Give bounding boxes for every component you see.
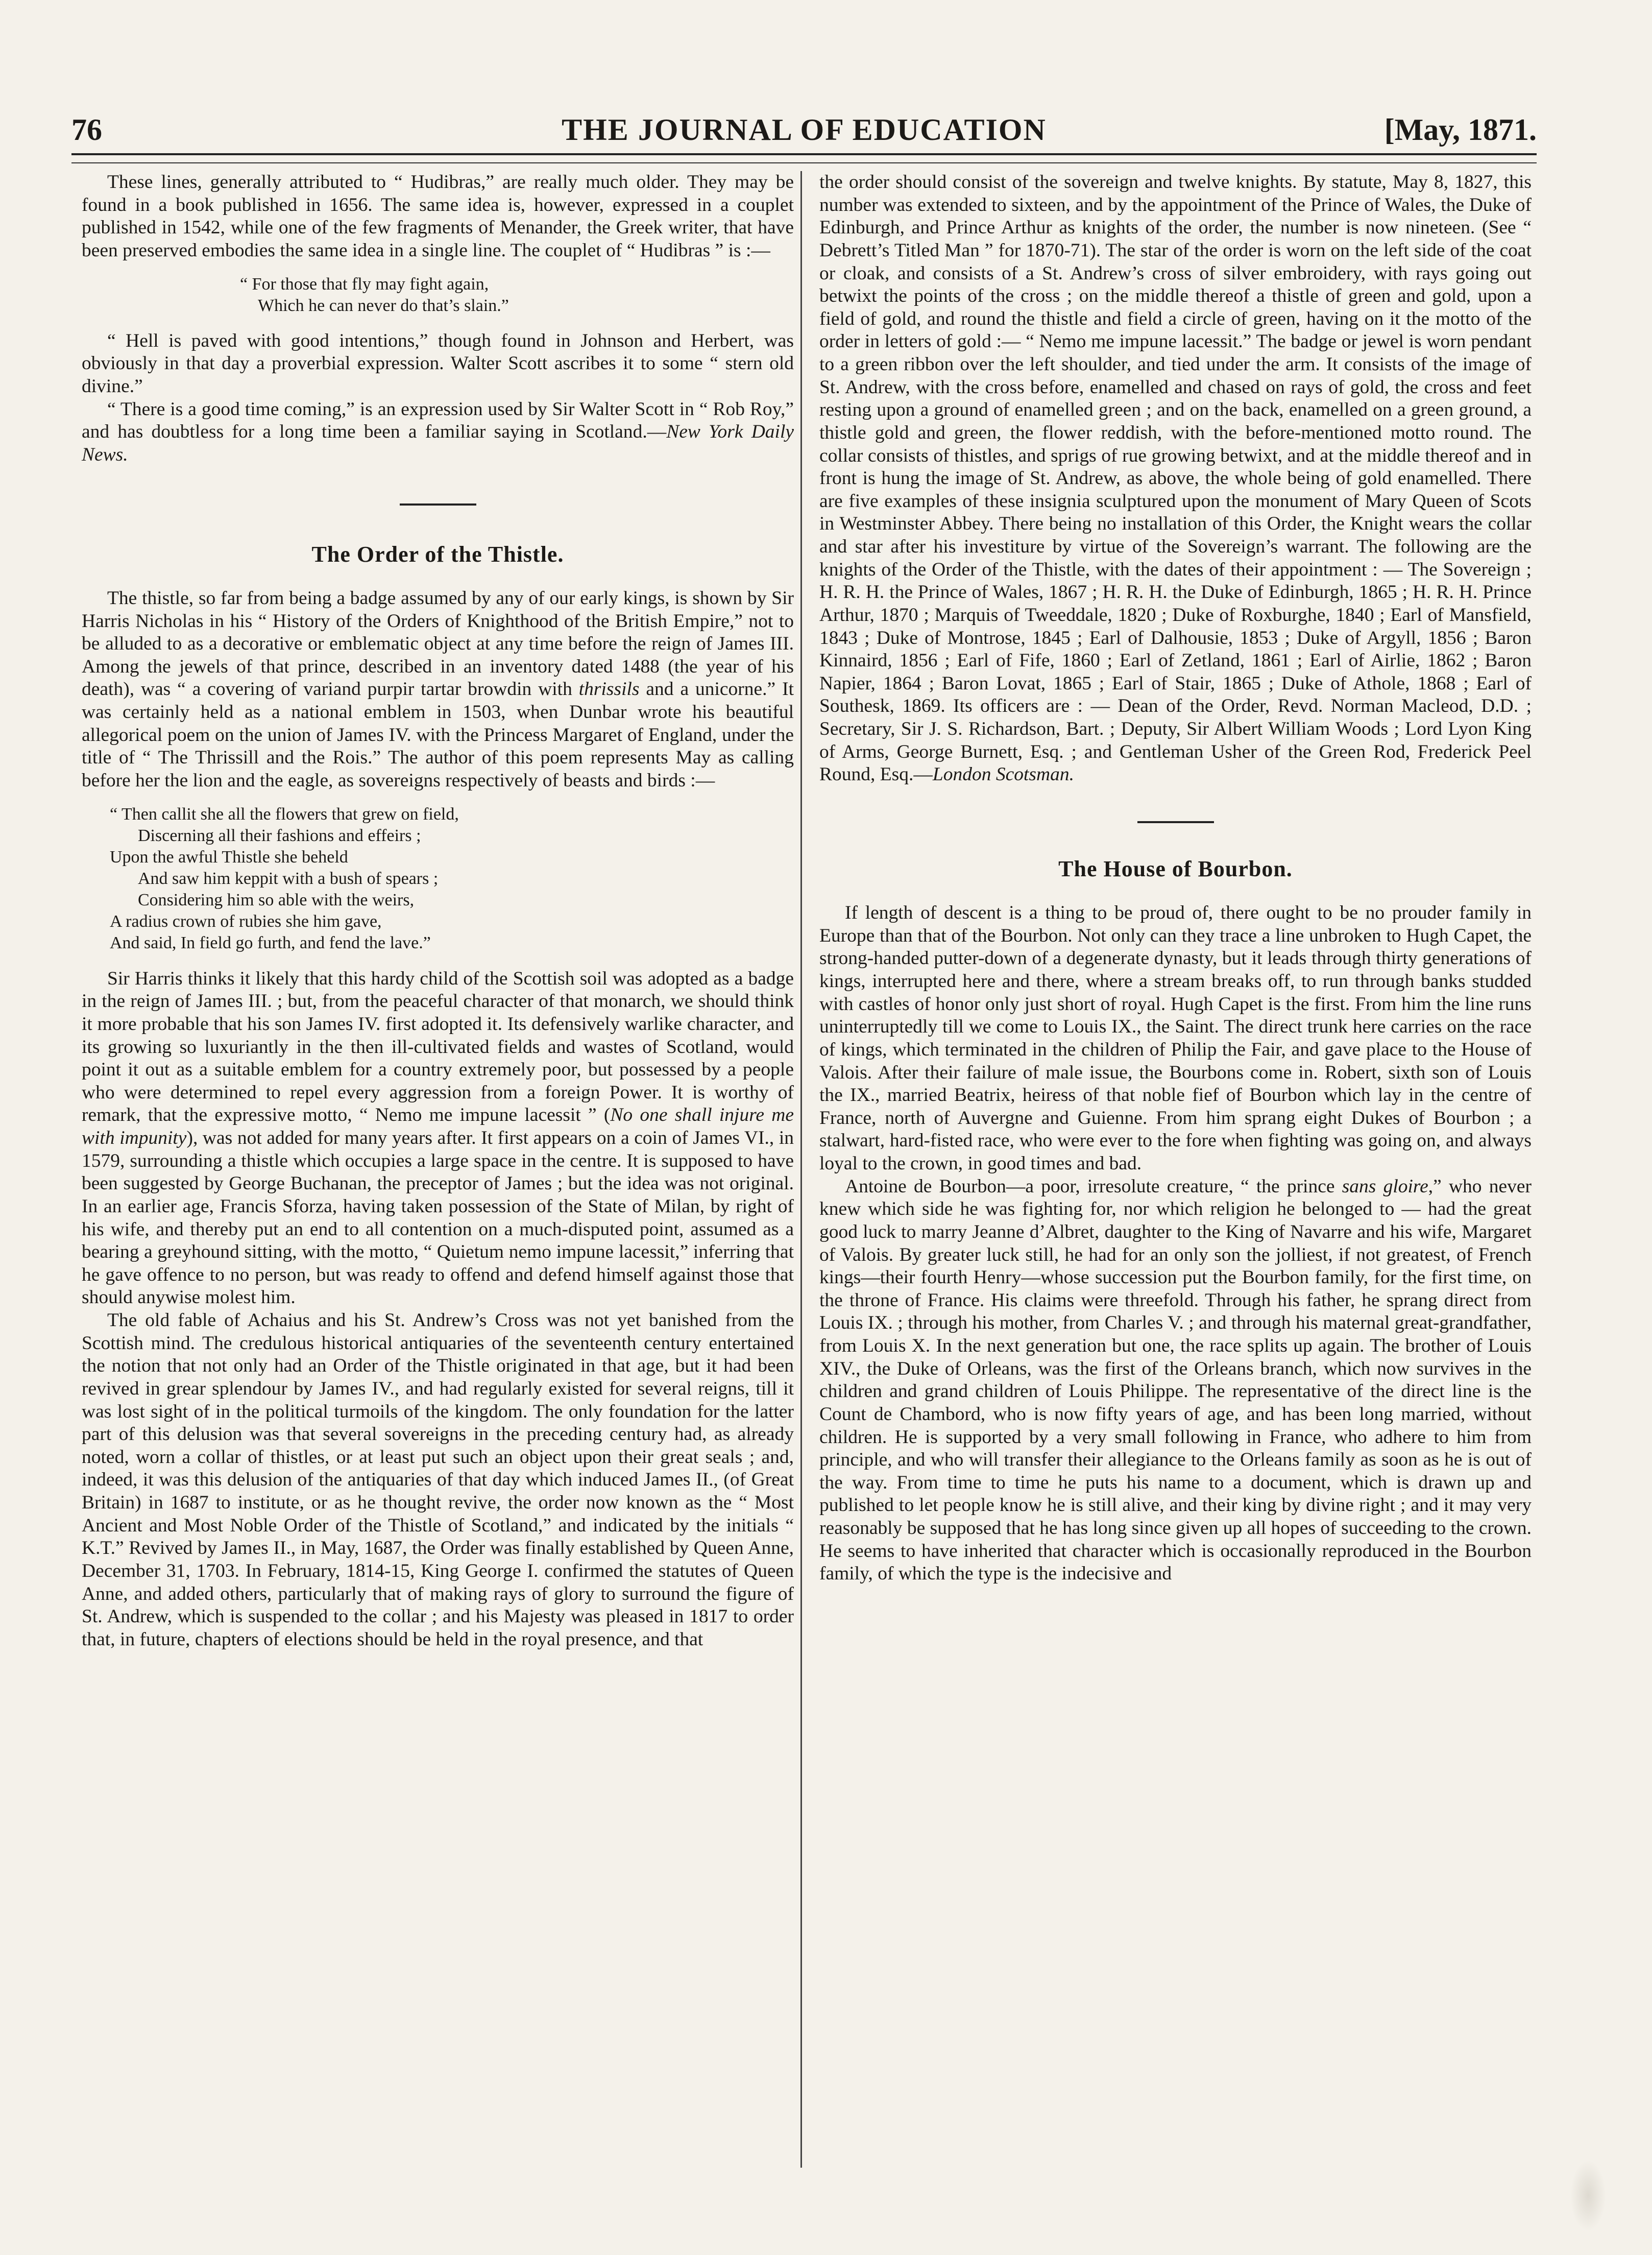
poem-line: Considering him so able with the weirs, [138, 891, 415, 910]
paragraph-text: ), was not added for many years after. It first appears on a coin of James VI., in 1579, surrounding a thistle which occupies a large space in the centre. It is supposed to have been suggested by George Buchanan, the preceptor of James ; but the idea was not original. In an earlier age, Francis Sforza, having taken possession of the State of Milan, by right of his wife, and thereby put an end to all contention on a much-disputed point, assumed as a bearing a greyhound sitting, with the motto, “ Quietum nemo impune lacessit,” inferring that he gave offence to no person, but was ready to offend and defend himself against those that should anywise molest him. [82, 1128, 794, 1308]
paragraph-text: Antoine de Bourbon—a poor, irresolute creature, “ the prince [845, 1176, 1342, 1197]
intro-paragraph-3 [82, 398, 794, 467]
italic-word: thrissils [578, 679, 640, 700]
issue-date: [May, 1871. [1384, 113, 1537, 147]
poem-line: And said, In field go furth, and fend the lave.” [110, 933, 431, 953]
thistle-paragraph-1 [82, 587, 794, 793]
intro-paragraph-2: “ Hell is paved with good intentions,” though found in Johnson and Herbert, was obviously in that day a proverbial expression. Walter Scott ascribes it to some “ stern old divine.” [82, 330, 794, 397]
column-divider [800, 171, 802, 2168]
header-rule-thick [71, 153, 1537, 155]
poem-line: Discerning all their fashions and effeirs ; [138, 826, 421, 845]
paragraph-text: the order should consist of the sovereign and twelve knights. By statute, May 8, 1827, this number was extended to sixteen, and by the appointment of the Prince of Wales, the Duke of Edinburgh, and Prince Arthur as knights of the order, the number is now nineteen. (See “ Debrett’s Titled Man ” for 1870-71). The star of the order is worn on the left side of the coat or cloak, and consists of a St. Andrew’s cross of silver embroidery, with rays going out betwixt the points of the cross ; on the middle thereof a thistle of green and gold, upon a field of gold, and round the thistle and field a circle of green, having on it the motto of the order in letters of gold :— “ Nemo me impune lacessit.” The badge or jewel is worn pendant to a green ribbon over the left shoulder, and tied under the arm. It consists of the image of St. Andrew, with the cross before, enamelled and chased on rays of gold, the cross and feet resting upon a ground of enamelled green ; and on the back, enamelled on a green ground, a thistle gold and green, the flower reddish, with the before-mentioned motto round. The collar consists of thistles, and sprigs of rue growing betwixt, and at the middle thereof and in front is hung the image of St. Andrew, as above, the whole being of gold enamelled. There are five examples of these insignia sculptured upon the monument of Mary Queen of Scots in Westminster Abbey. There being no installation of this Order, the Knight wears the collar and star after his investiture by virtue of the Sovereign’s warrant. The following are the knights of the Order of the Thistle, with the dates of their appointment : — The Sovereign ; H. R. H. the Prince of Wales, 1867 ; H. R. H. the Duke of Edinburgh, 1865 ; H. R. H. Prince Arthur, 1870 ; Marquis of Tweeddale, 1820 ; Duke of Roxburghe, 1840 ; Earl of Mansfield, 1843 ; Duke of Montrose, 1845 ; Earl of Dalhousie, 1853 ; Duke of Argyll, 1856 ; Baron Kinnaird, 1856 ; Earl of Fife, 1860 ; Earl of Zetland, 1861 ; Earl of Airlie, 1862 ; Baron Napier, 1864 ; Baron Lovat, 1865 ; Earl of Stair, 1865 ; Duke of Athole, 1868 ; Earl of Southesk, 1869. Its officers are : — Dean of the Order, Revd. Norman Macleod, D.D. ; Secretary, Sir J. S. Richardson, Bart. ; Deputy, Sir Albert William Woods ; Lord Lyon King of Arms, George Burnett, Esq. ; and Gentleman Usher of the Green Rod, Frederick Peel Round, Esq.— [819, 172, 1532, 785]
paragraph-text: “ There is a good time coming,” is an expression used by Sir Walter Scott in “ Rob Roy,” and has doubtless for a long time been a familiar saying in Scotland.— [82, 398, 794, 443]
thistle-paragraph-2 [82, 968, 794, 1309]
italic-phrase: sans gloire [1342, 1176, 1428, 1197]
section-separator [1137, 821, 1214, 823]
paragraph-text: ,” who never knew which side he was fighting for, nor which religion he belonged to — had the great good luck to marry Jeanne d’Albret, daughter to the King of Navarre and his wife, Margaret of Valois. By greater luck still, he had for an only son the jolliest, if not greatest, of French kings—their fourth Henry—whose succession put the Bourbon family, for the first time, on the throne of France. His claims were threefold. Through his father, he sprang direct from Louis IX. ; through his mother, from Charles V. ; and through his maternal great-grandfather, from Louis X. In the next generation but one, the race splits up again. The brother of Louis XIV., the Duke of Orleans, was the first of the Orleans branch, which now survives in the children and grand children of Louis Philippe. The representative of the direct line is the Count de Chambord, who is now fifty years of age, and has been long married, without children. He is supported by a very small following in France, who adhere to him from principle, and who will transfer their allegiance to the Orleans family as soon as he is out of the way. From time to time he puts his name to a document, which is drawn up and published to let people know he is still alive, and their king by divine right ; and it may very reasonably be supposed that he has long since given up all hopes of succeeding to the crown. He seems to have inherited that character which is occasionally reproduced in the Bourbon family, of which the type is the indecisive and [819, 1176, 1532, 1585]
bourbon-paragraph-1: If length of descent is a thing to be proud of, there ought to be no prouder family in Europe than that of the Bourbon. Not only can they trace a line unbroken to Hugh Capet, the strong-handed putter-down of a degenerate dynasty, but it leads through thirty generations of kings, interrupted here and there, where a stream breaks off, to run through banks studded with castles of honor only just short of royal. Hugh Capet is the first. From him the line runs uninterruptedly till we come to Louis IX., the Saint. The direct trunk here carries on the race of kings, which terminated in the children of Philip the Fair, and gave place to the House of Valois. After their failure of male issue, the Bourbons come in. Robert, sixth son of Louis the IX., married Beatrix, heiress of that noble fief of Bourbon which lay in the centre of France, north of Auvergne and Guienne. From him sprang eight Dukes of Bourbon ; a stalwart, hard-fisted race, who were ever to the fore when fighting was going on, and always loyal to the crown, in good times and bad. [819, 902, 1532, 1174]
paper-stain [1570, 2160, 1606, 2232]
couplet-line: Which he can never do that’s slain.” [258, 296, 509, 315]
page-number: 76 [71, 113, 102, 147]
section-separator [400, 503, 476, 506]
poem-line: “ Then callit she all the flowers that grew on field, [110, 804, 459, 824]
journal-title: THE JOURNAL OF EDUCATION [562, 113, 1047, 147]
thistle-poem [82, 804, 794, 954]
bourbon-paragraph-2 [819, 1176, 1532, 1586]
section-title-thistle: The Order of the Thistle. [311, 541, 564, 567]
italic-translation: No one shall injure me with impunity [82, 1105, 794, 1149]
couplet-line: “ For those that fly may fight again, [240, 274, 489, 294]
source-credit: London Scotsman. [932, 764, 1074, 785]
thistle-continued-paragraph [819, 171, 1532, 786]
source-credit: New York Daily News. [82, 421, 794, 465]
paragraph-text: and a unicorne.” It was certainly held as a national emblem in 1503, when Dunbar wrote his beautiful allegorical poem on the union of James IV. with the Princess Margaret of England, under the title of “ The Thrissill and the Rois.” The author of this poem represents May as calling before her the lion and the eagle, as sovereigns respectively of beasts and birds :— [82, 679, 794, 791]
hudibras-couplet [82, 274, 794, 317]
paragraph-text: The thistle, so far from being a badge assumed by any of our early kings, is shown by Sir Harris Nicholas in his “ History of the Orders of Knighthood of the British Empire,” not to be alluded to as a decorative or emblematic object at any time before the reign of James III. Among the jewels of that prince, described in an inventory dated 1488 (the year of his death), was “ a covering of variand purpir tartar browdin with [82, 587, 794, 700]
paragraph-text: Sir Harris thinks it likely that this hardy child of the Scottish soil was adopted as a badge in the reign of James III. ; but, from the peaceful character of that monarch, we should think it more probable that his son James IV. first adopted it. Its defensively warlike character, and its growing so luxuriantly in the then ill-cultivated fields and wastes of Scotland, would point it out as a suitable emblem for a country extremely poor, but possessed by a people who were determined to repel every aggression from a foreign Power. It is worthy of remark, that the expressive motto, “ Nemo me impune lacessit ” ( [82, 968, 794, 1126]
page-header [71, 112, 1537, 158]
poem-line: And saw him keppit with a bush of spears ; [138, 869, 439, 889]
left-column [82, 171, 794, 1651]
poem-line: A radius crown of rubies she him gave, [110, 912, 382, 931]
thistle-paragraph-3: The old fable of Achaius and his St. Andrew’s Cross was not yet banished from the Scottish mind. The credulous historical antiquaries of the seventeenth century entertained the notion that not only had an Order of the Thistle originated in that age, but it had been revived in grear splendour by James IV., and had regularly existed for several reigns, till it was lost sight of in the political turmoils of the kingdom. The only foundation for the latter part of this delusion was that several sovereigns in the preceding century had, as already noted, worn a collar of thistles, or at least put such an object upon their great seals ; and, indeed, it was this delusion of the antiquaries of that day which induced James II., (of Great Britain) in 1687 to institute, or as he thought revive, the order now known as the “ Most Ancient and Most Noble Order of the Thistle of Scotland,” and indicated by the initials “ K.T.” Revived by James II., in May, 1687, the Order was finally established by Queen Anne, December 31, 1703. In February, 1814-15, King George I. confirmed the statutes of Queen Anne, and added others, particularly that of making rays of glory to surround the figure of St. Andrew, which is suspended to the collar ; and his Majesty was pleased in 1817 to order that, in future, chapters of elections should be held in the royal presence, and that [82, 1310, 794, 1650]
right-column [819, 171, 1532, 1586]
section-title-bourbon: The House of Bourbon. [1058, 856, 1293, 881]
intro-paragraph-1: These lines, generally attributed to “ Hudibras,” are really much older. They may be found in a book published in 1656. The same idea is, however, expressed in a couplet published in 1542, while one of the few fragments of Menander, the Greek writer, that have been preserved embodies the same idea in a single line. The couplet of “ Hudibras ” is :— [82, 172, 794, 261]
poem-line: Upon the awful Thistle she beheld [110, 847, 348, 867]
header-rule-thin [71, 162, 1537, 163]
